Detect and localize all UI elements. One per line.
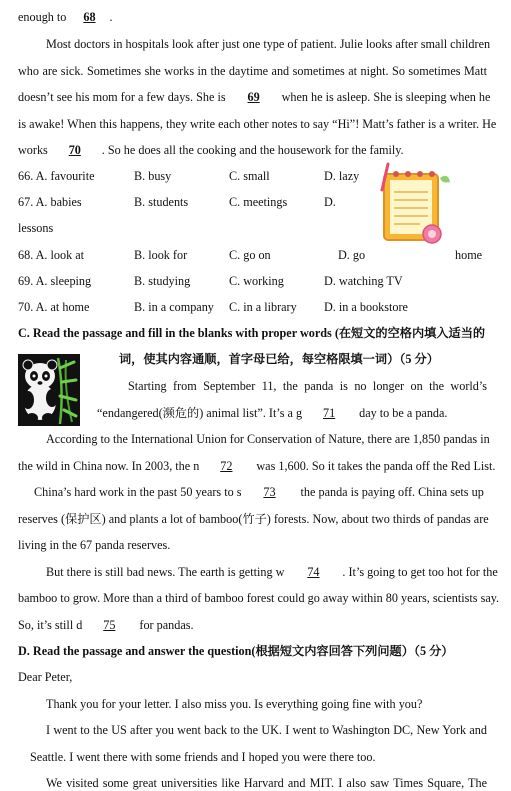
line-text: doesn’t see his mom for a few days. She is xyxy=(18,90,226,104)
option-c: C. in a library xyxy=(229,300,297,314)
paragraph-line: Starting from September 11, the panda is no longer on the world’s xyxy=(128,379,487,393)
blank-75: 75 xyxy=(103,618,116,632)
option-b: B. busy xyxy=(134,169,172,183)
line-text: when he is asleep. She is sleeping when he xyxy=(281,90,491,104)
paragraph-line: According to the International Union for Conservation of Nature, there are 1,850 pandas in xyxy=(46,432,490,446)
option-c: C. go on xyxy=(229,248,271,262)
paragraph-line xyxy=(18,89,490,105)
option-d: D. watching TV xyxy=(324,274,403,288)
option-d-tail: home xyxy=(455,248,483,262)
option-b: B. in a company xyxy=(134,300,214,314)
option-a: 66. A. favourite xyxy=(18,169,95,183)
section-d-heading: D. Read the passage and answer the question(根据短文内容回答下列问题）（5 分） xyxy=(18,644,454,658)
line-text: the wild in China now. In 2003, the n xyxy=(18,459,200,473)
line-text: China’s hard work in the past 50 years to s xyxy=(34,485,242,499)
option-a: 69. A. sleeping xyxy=(18,274,92,288)
line-text: was 1,600. So it takes the panda off the Red List. xyxy=(253,459,496,473)
letter-salutation: Dear Peter, xyxy=(18,670,73,684)
option-c: C. working xyxy=(229,274,284,288)
blank-73: 73 xyxy=(263,485,276,499)
line-text: . So he does all the cooking and the housework for the family. xyxy=(101,143,404,157)
option-b: B. students xyxy=(134,195,189,209)
line-text: the panda is paying off. China sets up xyxy=(297,485,484,499)
blank-69: 69 xyxy=(247,90,260,104)
section-c-heading-cont: 词，使其内容通顺，首字母已给，每空格限填一词）（5 分） xyxy=(119,352,439,366)
panda-illustration xyxy=(18,354,80,426)
line-text: for pandas. xyxy=(136,618,194,632)
line-text: works xyxy=(18,143,48,157)
blank-70: 70 xyxy=(68,143,81,157)
section-c-heading: C. Read the passage and fill in the blanks with proper words (在短文的空格内填入适当的 xyxy=(18,326,486,340)
paragraph-line: is awake! When this happens, they write each other notes to say “Hi”! Matt’s father is a writer. He xyxy=(18,117,497,131)
option-d: D. lazy xyxy=(324,169,360,183)
line-text: . It’s going to get too hot for the xyxy=(342,565,498,579)
option-b: B. look for xyxy=(134,248,188,262)
blank-72: 72 xyxy=(220,459,233,473)
option-d-continued: lessons xyxy=(18,221,54,235)
paragraph-line: I went to the US after you went back to the UK. I went to Washington DC, New York and xyxy=(46,723,487,737)
paragraph-line: bamboo to grow. More than a third of bamboo forest could go away within 80 years, scientists say. xyxy=(18,591,500,605)
option-c: C. meetings xyxy=(229,195,288,209)
line-text: day to be a panda. xyxy=(356,406,448,420)
paragraph-line: who are sick. Sometimes she works in the daytime and sometimes at night. So sometimes Matt xyxy=(18,64,487,78)
line-text: enough to xyxy=(18,10,70,24)
paragraph-line xyxy=(18,458,495,474)
option-a: 70. A. at home xyxy=(18,300,90,314)
option-a: 67. A. babies xyxy=(18,195,82,209)
notepad-illustration xyxy=(372,160,452,250)
line-text: So, it’s still d xyxy=(18,618,83,632)
line-text: . xyxy=(109,10,113,24)
paragraph-line: Most doctors in hospitals look after just one type of patient. Julie looks after small children xyxy=(46,37,491,51)
paragraph-line: Thank you for your letter. I also miss you. Is everything going fine with you? xyxy=(46,697,423,711)
paragraph-line: living in the 67 panda reserves. xyxy=(18,538,171,552)
option-d: D. go xyxy=(338,248,366,262)
blank-68: 68 xyxy=(83,10,96,24)
line-text: But there is still bad news. The earth is getting w xyxy=(46,565,285,579)
text-line xyxy=(18,9,113,25)
option-d: D. in a bookstore xyxy=(324,300,408,314)
option-c: C. small xyxy=(229,169,270,183)
option-b: B. studying xyxy=(134,274,191,288)
blank-71: 71 xyxy=(323,406,336,420)
paragraph-line: We visited some great universities like Harvard and MIT. I also saw Times Square, The xyxy=(46,776,487,790)
blank-74: 74 xyxy=(307,565,320,579)
option-d: D. xyxy=(324,195,336,209)
option-a: 68. A. look at xyxy=(18,248,85,262)
paragraph-line xyxy=(46,564,498,580)
paragraph-line xyxy=(97,405,447,421)
line-text: “endangered(濒危的) animal list”. It’s a g xyxy=(97,406,303,420)
paragraph-line: reserves (保护区) and plants a lot of bamboo(竹子) forests. Now, about two thirds of pandas are xyxy=(18,512,489,526)
paragraph-line xyxy=(18,142,404,158)
paragraph-line: Seattle. I went there with some friends and I hoped you were there too. xyxy=(30,750,376,764)
paragraph-line xyxy=(18,617,194,633)
paragraph-line xyxy=(34,484,484,500)
